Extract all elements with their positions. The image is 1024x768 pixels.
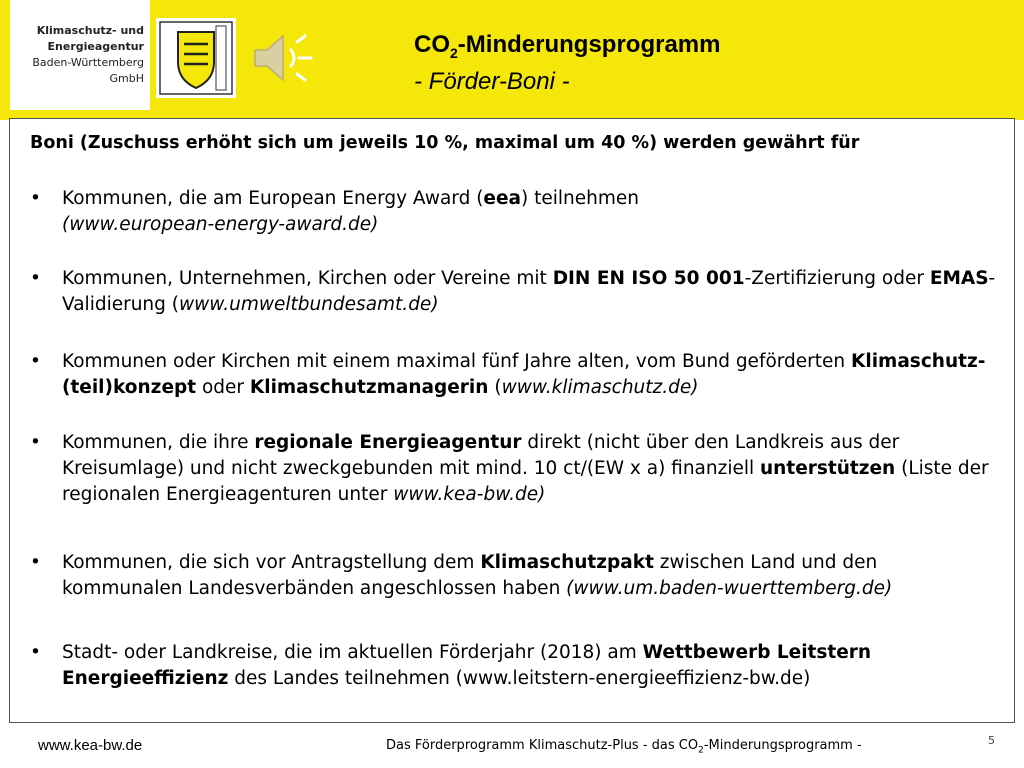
- logo-line-4: GmbH: [109, 72, 144, 85]
- kea-logo: [10, 0, 150, 110]
- bullet-text: [62, 186, 1000, 212]
- bullet-text-segment: eea: [483, 188, 521, 209]
- bullet-text-segment: Kommunen, die ihre: [62, 432, 255, 453]
- bullet-text: [62, 266, 1000, 318]
- bullet-item-4: [30, 430, 1000, 508]
- bullet-text-segment: des Landes teilnehmen (www.leitstern-energieeffizienz-bw.de): [228, 668, 811, 689]
- bullet-text-segment[interactable]: www.kea-bw.de): [393, 484, 546, 505]
- bullet-dot-icon: •: [30, 432, 41, 453]
- coat-of-arms-icon: [156, 18, 236, 98]
- bullet-link[interactable]: (www.european-energy-award.de): [62, 214, 379, 235]
- bullet-item-5: [30, 550, 1000, 602]
- bullet-text-segment: Klimaschutz-(teil)konzept: [62, 351, 986, 398]
- page-number: 5: [988, 734, 995, 747]
- bullet-text-segment: unterstützen: [760, 458, 896, 479]
- slide-subtitle: - Förder-Boni -: [414, 67, 570, 95]
- bullet-text-segment: DIN EN ISO 50 001: [552, 268, 745, 289]
- bullet-text-segment: regionale Energieagentur: [254, 432, 522, 453]
- bullet-text: [62, 550, 1000, 602]
- bullet-text-segment: Kommunen, die am European Energy Award (: [62, 188, 484, 209]
- bullet-text-segment: (Liste der regionalen Energieagenturen unter: [62, 458, 989, 505]
- bullet-text-segment: Stadt- oder Landkreise, die im aktuellen Förderjahr (2018) am: [62, 642, 643, 663]
- header-bar: [0, 0, 1024, 120]
- bullet-item-2: [30, 266, 1000, 318]
- bullet-text: [62, 640, 1000, 692]
- logo-line-2: Energieagentur: [47, 40, 144, 53]
- bullet-dot-icon: •: [30, 552, 41, 573]
- bullet-dot-icon: •: [30, 268, 41, 289]
- bullet-text-segment: oder: [196, 377, 250, 398]
- logo-line-3: Baden-Württemberg: [32, 56, 144, 69]
- bullet-text-segment: -Validierung (: [62, 268, 996, 315]
- bullet-text-segment: Kommunen, Unternehmen, Kirchen oder Vereine mit: [62, 268, 553, 289]
- footer-url[interactable]: www.kea-bw.de: [38, 737, 143, 754]
- bullet-text: [62, 349, 1000, 401]
- bullet-text-segment[interactable]: (www.um.baden-wuerttemberg.de): [566, 578, 893, 599]
- bullet-item-6: [30, 640, 1000, 692]
- bullet-text-segment: Wettbewerb Leitstern Energieeffizienz: [62, 642, 872, 689]
- bullet-dot-icon: •: [30, 642, 41, 663]
- bullet-text-segment[interactable]: www.klimaschutz.de): [501, 377, 699, 398]
- bullet-text-segment: (: [488, 377, 502, 398]
- bullet-dot-icon: •: [30, 188, 41, 209]
- bullet-text-segment: -Zertifizierung oder: [744, 268, 930, 289]
- footer-caption: Das Förderprogramm Klimaschutz-Plus - das $CO_2$-Minderungsprogramm -: [386, 738, 862, 756]
- bullet-text-segment: Klimaschutzmanagerin: [249, 377, 489, 398]
- bullet-text: [62, 430, 1000, 508]
- bullet-dot-icon: •: [30, 351, 41, 372]
- bullet-text-segment: Kommunen, die sich vor Antragstellung dem: [62, 552, 481, 573]
- bullet-item-3: [30, 349, 1000, 401]
- logo-line-1: Klimaschutz- und: [36, 24, 144, 37]
- slide-title-block: [414, 30, 720, 96]
- speaker-icon[interactable]: [247, 28, 317, 88]
- intro-text: Boni (Zuschuss erhöht sich um jeweils 10 %, maximal um 40 %) werden gewährt für: [30, 133, 860, 153]
- bullet-item-1: [30, 186, 1000, 238]
- bullet-text-segment: ) teilnehmen: [521, 188, 639, 209]
- bullet-text-segment: EMAS: [929, 268, 989, 289]
- bullet-text-segment: direkt (nicht über den Landkreis aus der Kreisumlage) und nicht zweckgebunden mit mind. 10 ct/(EW x a) finanziell: [62, 432, 900, 479]
- bullet-text-segment[interactable]: www.umweltbundesamt.de): [179, 294, 439, 315]
- bullet-text-segment: zwischen Land und den kommunalen Landesverbänden angeschlossen haben: [62, 552, 878, 599]
- slide-title: $CO_2$-Minderungsprogramm: [414, 31, 721, 61]
- bullet-text-segment: Klimaschutzpakt: [480, 552, 654, 573]
- bullet-text-segment: Kommunen oder Kirchen mit einem maximal fünf Jahre alten, vom Bund geförderten: [62, 351, 852, 372]
